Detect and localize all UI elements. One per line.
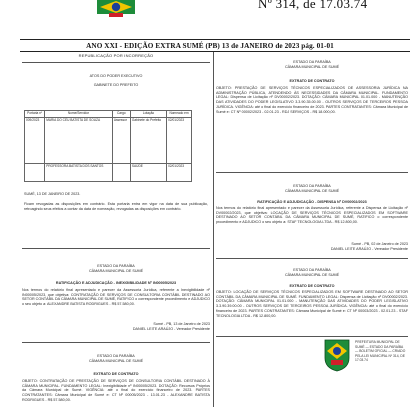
table-header: Nome/Servidor (45, 111, 113, 118)
right-divider-3 (216, 336, 408, 337)
table-cell: SAÚDE (130, 163, 166, 181)
table-header: Nomeado em (167, 111, 192, 118)
block1-title: RATIFICAÇÃO E ADJUDICAÇÃO - INEXIGIBILIDADE Nº IN00005/2023 (55, 281, 177, 285)
masthead-rule-top (20, 39, 410, 40)
right2-head-state: ESTADO DA PARAÍBA (293, 184, 331, 188)
right2-sign-date: Sumé - PB, 02 de Janeiro de 2023 (351, 242, 408, 246)
edition-line: ANO XXI - EDIÇÃO EXTRA SUMÉ (PB) 13 de JANEIRO de 2023 pág. 01-01 (86, 42, 334, 50)
ato-footer: SUMÉ, 13 DE JANEIRO DE 2023. (24, 192, 81, 196)
table-cell (25, 163, 45, 181)
table-cell: PROFESSORA BATISTA DOS SANTOS (45, 163, 113, 181)
block2-body: OBJETO: CONTRATAÇÃO DE PRESTAÇÃO DE SERVIÇOS DE CONSULTORIA CONTÁBIL DESTINADO À CÂMARA MUNICIPAL. FUNDAMENTO LEGAL: Inexigibilidade nº IN00005/2023. DOTAÇÃO: Recursos Próprios da Câmara Municipal de Sumé. VIGÊNCIA: até o final do exercício financeiro de 2023. PARTES CONTRATANTES: Câmara Municipal de Sumé e: CT Nº 00005/2023 - 13.01.23 - ALEXANDRE BATISTA RODRIGUES - R$ 57.580,00. (22, 379, 210, 402)
republicacao-label: REPUBLICAÇÃO POR INCORREÇÃO (78, 53, 154, 58)
table-cell: Assessor (112, 117, 130, 163)
table-header: Cargo (112, 111, 130, 118)
right3-head-chamber: CÂMARA MUNICIPAL DE SUMÉ (284, 273, 340, 277)
left-divider-3 (22, 342, 210, 343)
seal-caption: PREFEITURA MUNICIPAL DE SUMÉ — ESTADO DA PARAÍBA — BOLETIM OFICIAL — CRIADO PELA LEI MUNICIPAL Nº 314, DE 17.03.74 (355, 340, 406, 363)
left-divider-2 (22, 248, 210, 249)
ato-body: Ficam revogadas as disposições em contrário. Esta portaria entra em vigor na data de sua publicação, retroagindo seus efeitos a contar da data de nomeação, revogadas as disposições em contrário. (24, 202, 208, 211)
official-seal (322, 338, 408, 416)
table-header: Lotação (130, 111, 166, 118)
right3-title: EXTRATO DE CONTRATO (289, 284, 335, 288)
table-cell: 02/01/2023 (167, 117, 192, 163)
right1-body: OBJETO: PRESTAÇÃO DE SERVIÇOS TÉCNICOS ESPECIALIZADOS DE ASSESSORIA JURÍDICA NA ADMINISTRAÇÃO PÚBLICA, ATENDENDO ÀS NECESSIDADES DA CÂMARA MUNICIPAL. FUNDAMENTO LEGAL: Dispensa de Licitação nº DV00002/2023. DOTAÇÃO: CÂMARA MUNICIPAL 01.01.000 - MANUTENÇÃO DAS ATIVIDADES DO PODER LEGISLATIVO 3.3.90.35.00.00 - OUTROS SERVIÇOS DE TERCEIROS PESSOA JURÍDICA. VIGÊNCIA: até o final do exercício financeiro de 2023. PARTES CONTRATANTES: Câmara Municipal de Sumé e: CT Nº 00002/2023 - 02.01.23 - RDJ SERVIÇOS - R$ 18.000,00. (216, 86, 408, 114)
block2-title: EXTRATO DE CONTRATO (93, 372, 139, 376)
right-divider-2 (216, 258, 408, 259)
left-column (22, 52, 210, 407)
municipal-emblem-icon (95, 0, 137, 18)
table-cell: Gabinete do Prefeito (130, 117, 166, 163)
block2-head-chamber: CÂMARA MUNICIPAL DE SUMÉ (88, 359, 144, 363)
right2-sign-name: DANIEL LEITE ARAÚJO - Vereador Presidente (330, 247, 408, 251)
right3-body: OBJETO: LOCAÇÃO DE SERVIÇOS TÉCNICOS ESPECIALIZADOS EM SOFTWARE DESTINADO AO SETOR CONTÁBIL DA CÂMARA MUNICIPAL DE SUMÉ. FUNDAMENTO LEGAL: Dispensa de Licitação nº DV00002/2023. DOTAÇÃO: CÂMARA MUNICIPAL 01.01.000 - MANUTENÇÃO DAS ATIVIDADES DO PODER LEGISLATIVO 3.3.90.39.00.00 - OUTROS SERVIÇOS DE TERCEIROS PESSOA JURÍDICA. VIGÊNCIA: até o final do exercício financeiro de 2023. PARTES CONTRATANTES: Câmara Municipal de Sumé e: CT Nº 00003/2023 - 02.01.23 - STAF TECNOLOGIA LTDA - R$ 12.800,00. (216, 290, 408, 318)
right2-title: RATIFICAÇÃO E ADJUDICAÇÃO - DISPENSA Nº DV00002/2023 (257, 200, 367, 204)
table-cell: MARIA DO CÉU BATISTA DE SOUZA (45, 117, 113, 163)
masthead (0, 0, 420, 38)
block1-head-chamber: CÂMARA MUNICIPAL DE SUMÉ (88, 269, 144, 273)
ato-subheading: GABINETE DO PREFEITO (93, 83, 139, 87)
table-cell: 009/2023 (25, 117, 45, 163)
block1-sign-date: Sumé - PB, 13 de Janeiro de 2023 (153, 322, 210, 326)
right2-body: Nos termos do relatório final apresentado e parecer da Assessoria Jurídica, referente a Dispensa de Licitação nº DV00002/2023, que objetiva: LOCAÇÃO DE SERVIÇOS TÉCNICOS ESPECIALIZADOS EM SOFTWARE DESTINADO AO SETOR CONTÁBIL DA CÂMARA MUNICIPAL DE SUMÉ, RATIFICO o correspondente procedimento e ADJUDICO o seu objeto a: STAF TECNOLOGIA LTDA - R$ 12.800,00. (216, 206, 408, 225)
right3-head-state: ESTADO DA PARAÍBA (293, 268, 331, 272)
block1-sign-name: DANIEL LEITE ARAÚJO - Vereador Presidente (132, 327, 210, 331)
table-cell: 02/01/2023 (167, 163, 192, 181)
column-divider (213, 52, 214, 407)
block1-body: Nos termos do relatório final apresentado e parecer da Assessoria Jurídica, referente a Inexigibilidade nº IN00005/2023, que objetiva: CONTRATAÇÃO DE SERVIÇOS DE CONSULTORIA CONTÁBIL DESTINADO AO SETOR CONTÁBIL DA CÂMARA MUNICIPAL DE SUMÉ, RATIFICO o correspondente procedimento e ADJUDICO o seu objeto a: ALEXANDRE BATISTA RODRIGUES - R$ 57.580,00. (22, 288, 210, 307)
right-divider-1 (216, 172, 408, 173)
portaria-table (24, 110, 192, 182)
right2-head-chamber: CÂMARA MUNICIPAL DE SUMÉ (284, 189, 340, 193)
ato-heading: ATOS DO PODER EXECUTIVO (89, 74, 143, 78)
right1-head-state: ESTADO DA PARAÍBA (293, 60, 331, 64)
block2-head-state: ESTADO DA PARAÍBA (97, 354, 135, 358)
table-header: Portaria nº (25, 111, 45, 118)
right1-title: EXTRATO DE CONTRATO (289, 79, 335, 83)
table-cell (112, 163, 130, 181)
issue-line: Nº 314, de 17.03.74 (258, 0, 368, 11)
right1-head-chamber: CÂMARA MUNICIPAL DE SUMÉ (284, 65, 340, 69)
block1-head-state: ESTADO DA PARAÍBA (97, 264, 135, 268)
seal-emblem-icon (322, 338, 352, 372)
left-divider-1 (22, 62, 210, 63)
